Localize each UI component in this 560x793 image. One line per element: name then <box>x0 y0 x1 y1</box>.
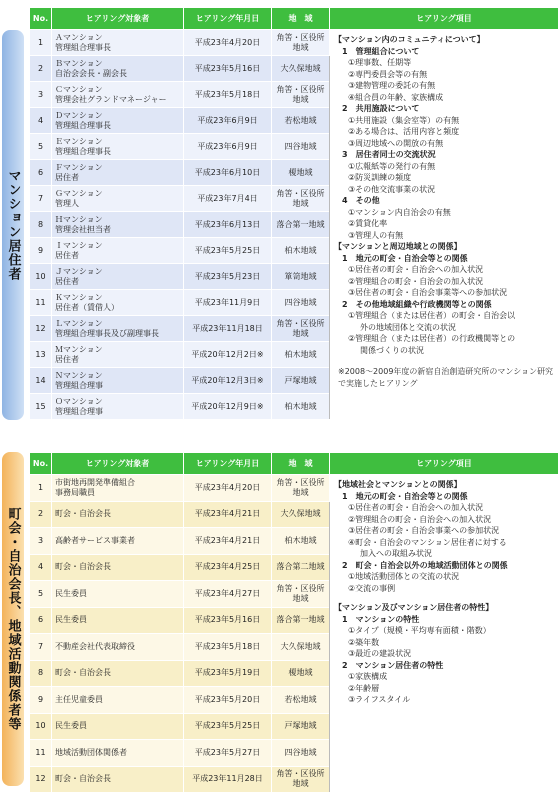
cell-area: 柏木地域 <box>272 394 330 420</box>
cell-area: 戸塚地域 <box>272 713 330 740</box>
cell-target: 高齢者サービス事業者 <box>52 528 184 555</box>
col-date: ヒアリング年月日 <box>184 8 272 30</box>
cell-no: 10 <box>30 713 52 740</box>
hearing-item: ③建物管理の委託の有無 <box>348 81 436 90</box>
hearing-item: 1 地元の町会・自治会等との関係 <box>342 253 468 263</box>
hearing-item: 【マンション及びマンション居住者の特性】 <box>334 603 494 612</box>
cell-area: 大久保地域 <box>272 501 330 528</box>
cell-area: 落合第二地域 <box>272 554 330 581</box>
cell-no: 3 <box>30 82 52 108</box>
cell-area: 落合第一地域 <box>272 607 330 634</box>
cell-date: 平成23年5月23日 <box>184 264 272 290</box>
cell-area: 若松地域 <box>272 108 330 134</box>
cell-target: Ｉマンション 居住者 <box>52 238 184 264</box>
hearing-item: ②専門委員会等の有無 <box>348 69 428 79</box>
hearing-item: ③ライフスタイル <box>348 695 411 704</box>
community-table <box>29 452 559 793</box>
cell-area: 角筈・区役所 地域 <box>272 475 330 502</box>
cell-no: 2 <box>30 56 52 82</box>
cell-target: Ａマンション 管理組合理事長 <box>52 30 184 56</box>
hearing-item: ②防災訓練の頻度 <box>348 173 412 182</box>
cell-target: Ｎマンション 管理組合理事 <box>52 368 184 394</box>
cell-date: 平成20年12月3日※ <box>184 368 272 394</box>
cell-area: 柏木地域 <box>272 342 330 368</box>
cell-no: 12 <box>30 766 52 793</box>
col-items: ヒアリング項目 <box>330 453 559 475</box>
col-no: No. <box>30 453 52 475</box>
cell-no: 9 <box>30 687 52 714</box>
cell-target: Ｍマンション 居住者 <box>52 342 184 368</box>
cell-area: 大久保地域 <box>272 634 330 661</box>
hearing-item: ①マンション内自治会の有無 <box>348 207 451 217</box>
cell-no: 4 <box>30 108 52 134</box>
cell-no: 4 <box>30 554 52 581</box>
cell-no: 8 <box>30 212 52 238</box>
cell-target: 町会・自治会長 <box>52 660 184 687</box>
cell-area: 四谷地域 <box>272 740 330 767</box>
cell-target: Ｇマンション 管理人 <box>52 186 184 212</box>
col-date: ヒアリング年月日 <box>184 453 272 475</box>
col-items: ヒアリング項目 <box>330 8 559 30</box>
cell-no: 1 <box>30 475 52 502</box>
cell-target: Ｄマンション 管理組合理事長 <box>52 108 184 134</box>
hearing-item: 1 地元の町会・自治会等との関係 <box>342 491 468 501</box>
cell-area: 戸塚地域 <box>272 368 330 394</box>
table-row <box>30 30 559 56</box>
cell-no: 7 <box>30 186 52 212</box>
hearing-item: ②年齢層 <box>348 683 380 693</box>
hearing-item: 2 町会・自治会以外の地域活動団体との関係 <box>342 560 508 570</box>
hearing-item: ④組合員の年齢、家族構成 <box>348 92 444 102</box>
hearing-item: ①共用施設（集会室等）の有無 <box>348 115 460 125</box>
hearing-item: ②管理組合の町会・自治会の加入状況 <box>348 276 484 286</box>
hearing-item: 2 共用施設について <box>342 104 420 113</box>
cell-date: 平成23年5月19日 <box>184 660 272 687</box>
cell-no: 10 <box>30 264 52 290</box>
cell-target: 民生委員 <box>52 713 184 740</box>
hearing-item: 1 管理組合について <box>342 46 420 56</box>
cell-no: 5 <box>30 581 52 608</box>
cell-date: 平成23年5月16日 <box>184 56 272 82</box>
hearing-items <box>330 475 559 793</box>
hearing-item: ①居住者の町会・自治会への加入状況 <box>348 503 484 512</box>
hearing-item: 3 居住者同士の交流状況 <box>342 150 436 159</box>
cell-target: 地域活動団体関係者 <box>52 740 184 767</box>
section-label-community: 町会・自治会長、地域活動関係者等 <box>2 452 24 786</box>
cell-no: 5 <box>30 134 52 160</box>
col-area: 地 域 <box>272 453 330 475</box>
cell-date: 平成23年4月21日 <box>184 528 272 555</box>
cell-target: Ｆマンション 居住者 <box>52 160 184 186</box>
table-row <box>30 475 559 502</box>
hearing-item: ①居住者の町会・自治会への加入状況 <box>348 265 484 274</box>
cell-date: 平成23年5月25日 <box>184 713 272 740</box>
cell-date: 平成23年4月27日 <box>184 581 272 608</box>
cell-no: 7 <box>30 634 52 661</box>
hearing-item: 【マンション内のコミュニティについて】 <box>334 35 485 44</box>
cell-target: Ｏマンション 管理組合理事 <box>52 394 184 420</box>
cell-area: 榎地域 <box>272 160 330 186</box>
hearing-item: 4 その他 <box>342 196 380 205</box>
cell-date: 平成23年5月20日 <box>184 687 272 714</box>
cell-target: Ｋマンション 居住者（賃借人） <box>52 290 184 316</box>
cell-date: 平成23年11月18日 <box>184 316 272 342</box>
hearing-item: ②管理組合の町会・自治会への加入状況 <box>348 514 492 524</box>
cell-date: 平成23年4月20日 <box>184 30 272 56</box>
hearing-item: ①理事数、任期等 <box>348 58 412 67</box>
hearing-item: ②賃貸化率 <box>348 219 388 228</box>
cell-date: 平成23年4月25日 <box>184 554 272 581</box>
cell-target: 不動産会社代表取締役 <box>52 634 184 661</box>
hearing-item: 関係づくりの状況 <box>360 345 424 355</box>
cell-date: 平成23年6月13日 <box>184 212 272 238</box>
cell-no: 6 <box>30 160 52 186</box>
footnote: ※2008～2009年度の新宿自治創造研究所のマンション研究で実施したヒアリング <box>338 367 554 388</box>
cell-target: Ｌマンション 管理組合理事長及び副理事長 <box>52 316 184 342</box>
hearing-items <box>330 30 559 420</box>
hearing-item: 【地域社会とマンションとの関係】 <box>334 480 462 489</box>
hearing-item <box>334 594 554 602</box>
cell-date: 平成23年5月18日 <box>184 634 272 661</box>
cell-area: 角筈・区役所 地域 <box>272 30 330 56</box>
hearing-item: ③周辺地域への開放の有無 <box>348 138 444 148</box>
cell-area: 柏木地域 <box>272 528 330 555</box>
section-label-residents: マンション居住者 <box>2 30 24 420</box>
cell-area: 角筈・区役所 地域 <box>272 316 330 342</box>
hearing-item: ③管理人の有無 <box>348 230 404 240</box>
cell-no: 13 <box>30 342 52 368</box>
hearing-item: ①管理組合（または居住者）の町会・自治会以 <box>348 311 516 320</box>
hearing-item: ①家族構成 <box>348 672 388 681</box>
cell-target: 民生委員 <box>52 581 184 608</box>
cell-no: 8 <box>30 660 52 687</box>
cell-no: 11 <box>30 290 52 316</box>
hearing-item: 2 マンション居住者の特性 <box>342 660 444 670</box>
cell-area: 四谷地域 <box>272 290 330 316</box>
cell-area: 落合第一地域 <box>272 212 330 238</box>
cell-target: 民生委員 <box>52 607 184 634</box>
hearing-item: ①広報紙等の発行の有無 <box>348 161 436 171</box>
cell-target: Ｈマンション 管理会社担当者 <box>52 212 184 238</box>
hearing-item: ③その他交流事業の状況 <box>348 184 436 194</box>
hearing-item: ②ある場合は、活用内容と頻度 <box>348 127 460 136</box>
cell-target: 主任児童委員 <box>52 687 184 714</box>
hearing-item: ①タイプ（規模・平均専有面積・階数） <box>348 626 491 635</box>
cell-area: 榎地域 <box>272 660 330 687</box>
hearing-item: ②築年数 <box>348 637 380 647</box>
hearing-item: ②管理組合（または居住者）の行政機関等との <box>348 334 516 343</box>
cell-area: 大久保地域 <box>272 56 330 82</box>
cell-no: 3 <box>30 528 52 555</box>
col-target: ヒアリング対象者 <box>52 8 184 30</box>
hearing-item: 外の地域団体と交流の状況 <box>360 322 456 332</box>
cell-area: 角筈・区役所 地域 <box>272 581 330 608</box>
cell-no: 6 <box>30 607 52 634</box>
col-no: No. <box>30 8 52 30</box>
hearing-item: ①地域活動団体との交流の状況 <box>348 572 460 581</box>
cell-target: 町会・自治会長 <box>52 766 184 793</box>
cell-area: 箪笥地域 <box>272 264 330 290</box>
cell-date: 平成23年5月25日 <box>184 238 272 264</box>
cell-date: 平成23年11月9日 <box>184 290 272 316</box>
cell-date: 平成23年5月16日 <box>184 607 272 634</box>
hearing-item: ②交流の事例 <box>348 583 396 593</box>
hearing-item: ③居住者の町会・自治会事業への参加状況 <box>348 526 500 535</box>
cell-date: 平成23年5月18日 <box>184 82 272 108</box>
cell-date: 平成23年5月27日 <box>184 740 272 767</box>
cell-area: 若松地域 <box>272 687 330 714</box>
hearing-item: ③居住者の町会・自治会事業等への参加状況 <box>348 288 508 297</box>
cell-area: 角筈・区役所 地域 <box>272 82 330 108</box>
cell-date: 平成20年12月2日※ <box>184 342 272 368</box>
cell-no: 12 <box>30 316 52 342</box>
cell-target: Ｊマンション 居住者 <box>52 264 184 290</box>
cell-area: 角筈・区役所 地域 <box>272 186 330 212</box>
cell-target: Ｃマンション 管理会社グランドマネージャー <box>52 82 184 108</box>
cell-date: 平成23年6月9日 <box>184 134 272 160</box>
cell-date: 平成23年11月28日 <box>184 766 272 793</box>
cell-no: 15 <box>30 394 52 420</box>
hearing-item: 1 マンションの特性 <box>342 614 420 624</box>
cell-date: 平成23年7月4日 <box>184 186 272 212</box>
cell-date: 平成20年12月9日※ <box>184 394 272 420</box>
cell-date: 平成23年6月9日 <box>184 108 272 134</box>
residents-table <box>29 7 559 420</box>
cell-target: 町会・自治会長 <box>52 501 184 528</box>
cell-area: 角筈・区役所 地域 <box>272 766 330 793</box>
cell-date: 平成23年6月10日 <box>184 160 272 186</box>
cell-area: 柏木地域 <box>272 238 330 264</box>
cell-date: 平成23年4月21日 <box>184 501 272 528</box>
cell-no: 9 <box>30 238 52 264</box>
cell-no: 2 <box>30 501 52 528</box>
cell-target: Ｅマンション 管理組合理事長 <box>52 134 184 160</box>
cell-date: 平成23年4月20日 <box>184 475 272 502</box>
cell-no: 11 <box>30 740 52 767</box>
col-area: 地 域 <box>272 8 330 30</box>
hearing-item: 2 その他地域組織や行政機関等との関係 <box>342 299 492 309</box>
cell-target: 町会・自治会長 <box>52 554 184 581</box>
hearing-item: ③最近の建設状況 <box>348 649 412 658</box>
hearing-item: ④町会・自治会のマンション居住者に対する <box>348 537 507 547</box>
cell-area: 四谷地域 <box>272 134 330 160</box>
cell-no: 1 <box>30 30 52 56</box>
col-target: ヒアリング対象者 <box>52 453 184 475</box>
hearing-item: 加入への取組み状況 <box>360 549 432 558</box>
hearing-item: 【マンションと周辺地域との関係】 <box>334 242 462 251</box>
cell-no: 14 <box>30 368 52 394</box>
cell-target: 市街地再開発準備組合 事務局職員 <box>52 475 184 502</box>
cell-target: Ｂマンション 自治会会長・副会長 <box>52 56 184 82</box>
